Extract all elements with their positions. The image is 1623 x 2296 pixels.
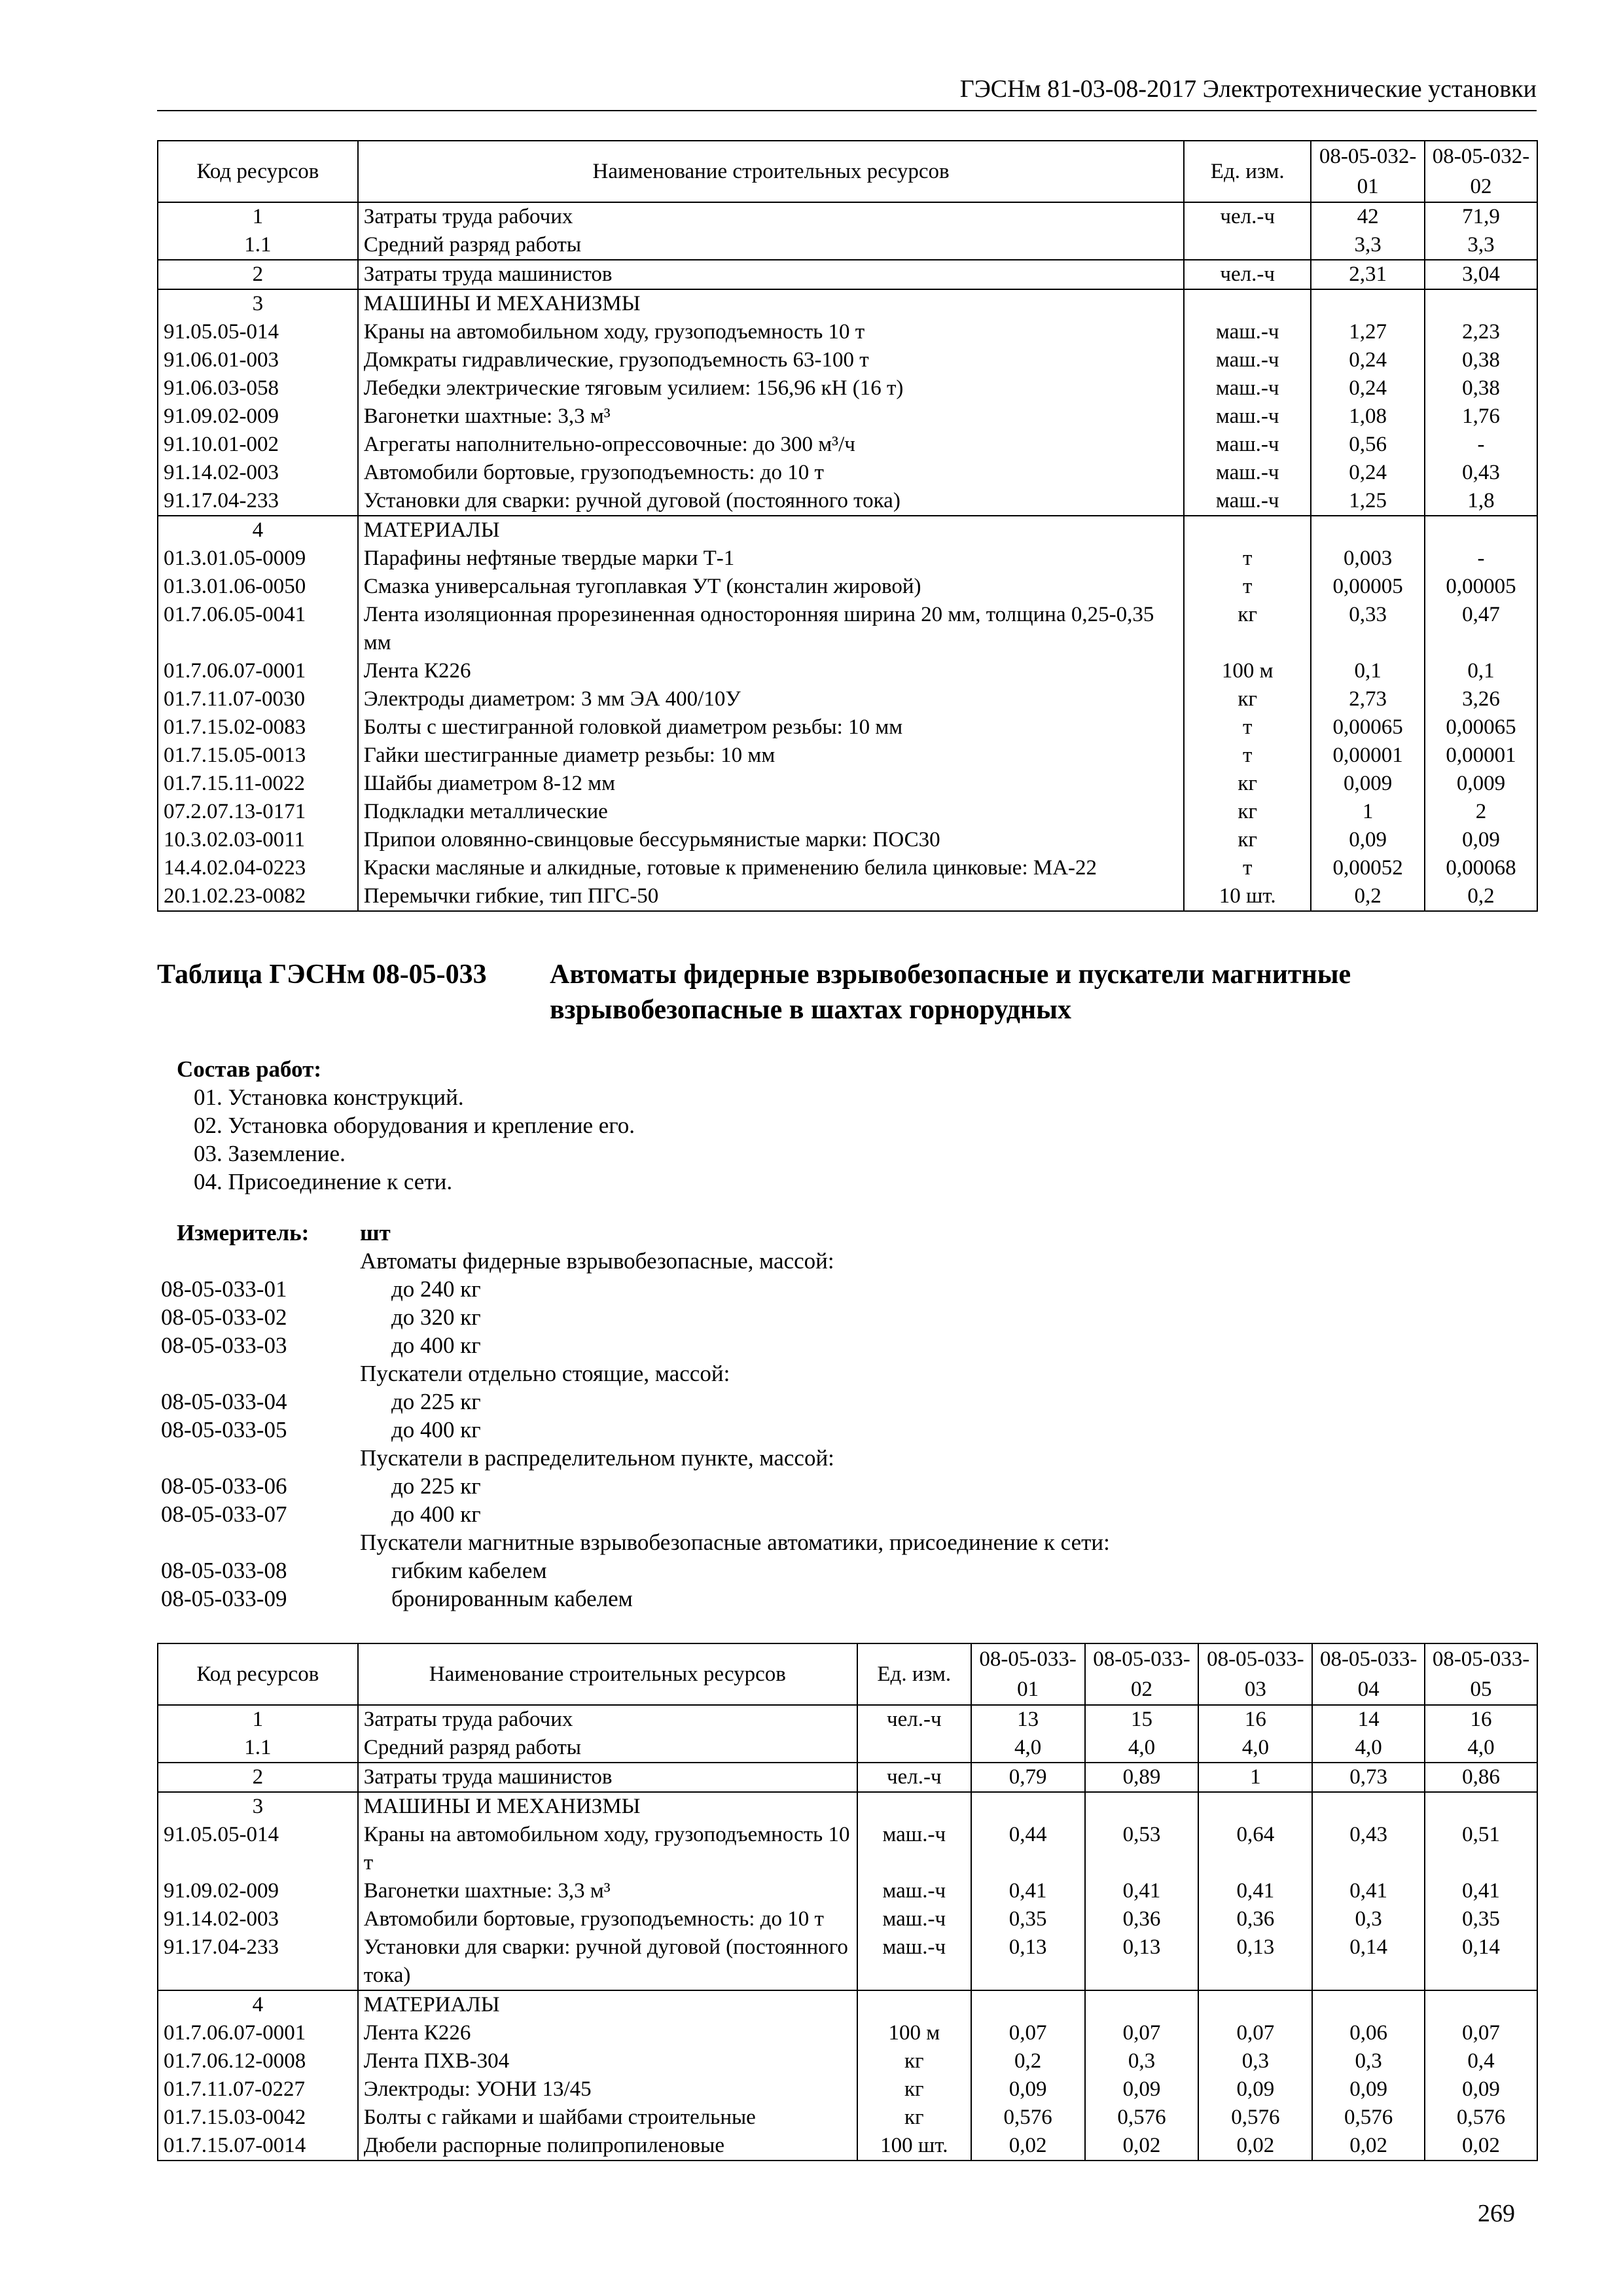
resource-value: 0,576 — [1312, 2104, 1425, 2132]
resource-name: Лента изоляционная прорезиненная односторонняя ширина 20 мм, толщина 0,25-0,35 мм — [358, 601, 1185, 657]
table-row — [158, 289, 1537, 318]
resource-name: Дюбели распорные полипропиленовые — [358, 2132, 857, 2161]
resource-value: 0,24 — [1311, 346, 1425, 374]
resource-value: 0,41 — [1425, 1877, 1537, 1905]
resource-value: 0,43 — [1312, 1821, 1425, 1877]
table-row — [158, 882, 1537, 911]
resource-name: Домкраты гидравлические, грузоподъемность 63-100 т — [358, 346, 1185, 374]
resource-value: 0,07 — [971, 2019, 1085, 2047]
table-header — [158, 141, 1537, 202]
column-header: 08-05-032-01 — [1311, 141, 1425, 202]
resource-name: Установки для сварки: ручной дуговой (постоянного тока) — [358, 487, 1185, 516]
resource-value: 0,003 — [1311, 545, 1425, 573]
table-row — [158, 403, 1537, 431]
resources-table-032 — [157, 140, 1538, 912]
resource-name: Лебедки электрические тяговым усилием: 156,96 кН (16 т) — [358, 374, 1185, 403]
table-row — [158, 202, 1537, 231]
resource-name: Электроды диаметром: 3 мм ЭА 400/10У — [358, 685, 1185, 713]
column-header: Ед. изм. — [1184, 141, 1311, 202]
resource-code: 14.4.02.04-0223 — [158, 854, 358, 882]
resource-name: Автомобили бортовые, грузоподъемность: до 10 т — [358, 1905, 857, 1933]
resource-value: 2,23 — [1425, 318, 1537, 346]
resource-code: 91.14.02-003 — [158, 459, 358, 487]
resource-value: 0,09 — [1311, 826, 1425, 854]
resource-value: 0,41 — [1312, 1877, 1425, 1905]
table-row — [158, 657, 1537, 685]
resource-value: 16 — [1425, 1705, 1537, 1734]
resource-name: Краски масляные и алкидные, готовые к применению белила цинковые: МА-22 — [358, 854, 1185, 882]
table-row — [158, 1877, 1537, 1905]
table-row — [158, 1821, 1537, 1877]
resource-code: 91.10.01-002 — [158, 431, 358, 459]
resource-value: 0,13 — [1085, 1933, 1199, 1990]
column-header: Код ресурсов — [158, 141, 358, 202]
resource-value: - — [1425, 545, 1537, 573]
resource-value: 0,00001 — [1311, 742, 1425, 770]
resources-table-033 — [157, 1643, 1538, 2161]
resource-unit: кг — [1184, 798, 1311, 826]
resource-name: Вагонетки шахтные: 3,3 м³ — [358, 403, 1185, 431]
column-header: Наименование строительных ресурсов — [358, 1643, 857, 1705]
resource-code: 01.7.06.07-0001 — [158, 657, 358, 685]
column-header: Наименование строительных ресурсов — [358, 141, 1185, 202]
resource-value: 13 — [971, 1705, 1085, 1734]
resource-unit: маш.-ч — [1184, 459, 1311, 487]
column-header: 08-05-033-03 — [1198, 1643, 1312, 1705]
resource-unit: маш.-ч — [857, 1905, 971, 1933]
resource-value: 0,09 — [1198, 2075, 1312, 2104]
resource-name: Парафины нефтяные твердые марки Т-1 — [358, 545, 1185, 573]
resource-value: 0,38 — [1425, 374, 1537, 403]
resource-value: 0,47 — [1425, 601, 1537, 657]
resource-name: Перемычки гибкие, тип ПГС-50 — [358, 882, 1185, 911]
resource-name: Электроды: УОНИ 13/45 — [358, 2075, 857, 2104]
resource-value: 0,07 — [1085, 2019, 1199, 2047]
column-header: 08-05-033-01 — [971, 1643, 1085, 1705]
resource-value: 3,3 — [1425, 231, 1537, 260]
resource-value: 0,07 — [1198, 2019, 1312, 2047]
resource-value: 0,3 — [1312, 1905, 1425, 1933]
resource-code: 10.3.02.03-0011 — [158, 826, 358, 854]
resource-unit: т — [1184, 713, 1311, 742]
page-header: ГЭСНм 81-03-08-2017 Электротехнические установки — [157, 71, 1537, 111]
resource-value: 0,02 — [971, 2132, 1085, 2161]
resource-unit: кг — [857, 2075, 971, 2104]
resource-value: 0,3 — [1085, 2047, 1199, 2075]
table-row — [158, 1705, 1537, 1734]
resource-value: 1,8 — [1425, 487, 1537, 516]
resource-value: 0,64 — [1198, 1821, 1312, 1877]
section-heading: МАШИНЫ И МЕХАНИЗМЫ — [358, 289, 1185, 318]
resource-code: 01.7.15.07-0014 — [158, 2132, 358, 2161]
resource-unit: маш.-ч — [1184, 318, 1311, 346]
resource-value: 0,02 — [1312, 2132, 1425, 2161]
resource-value: 1 — [1311, 798, 1425, 826]
resource-value: 0,00052 — [1311, 854, 1425, 882]
resource-value: 0,89 — [1085, 1763, 1199, 1792]
resource-unit: кг — [857, 2104, 971, 2132]
resource-unit: маш.-ч — [1184, 431, 1311, 459]
resource-code: 3 — [158, 1792, 358, 1821]
work-item: 03. Заземление. — [194, 1141, 346, 1166]
section-heading: МАШИНЫ И МЕХАНИЗМЫ — [358, 1792, 857, 1821]
resource-name: Автомобили бортовые, грузоподъемность: до 10 т — [358, 459, 1185, 487]
resource-value: 0,009 — [1311, 770, 1425, 798]
resource-value: 0,02 — [1198, 2132, 1312, 2161]
resource-value: 0,51 — [1425, 1821, 1537, 1877]
resource-value: 0,43 — [1425, 459, 1537, 487]
resource-code: 91.06.01-003 — [158, 346, 358, 374]
resource-value: 0,00065 — [1311, 713, 1425, 742]
resource-value: 0,36 — [1085, 1905, 1199, 1933]
resource-unit: кг — [1184, 601, 1311, 657]
resource-value: 0,24 — [1311, 459, 1425, 487]
resource-unit: чел.-ч — [857, 1763, 971, 1792]
resource-name: Лента К226 — [358, 657, 1185, 685]
resource-value: 0,13 — [971, 1933, 1085, 1990]
table-row — [158, 854, 1537, 882]
resource-unit: маш.-ч — [857, 1877, 971, 1905]
table-row — [158, 2047, 1537, 2075]
resource-value: 0,35 — [971, 1905, 1085, 1933]
table-row — [158, 346, 1537, 374]
resource-name: Смазка универсальная тугоплавкая УТ (консталин жировой) — [358, 573, 1185, 601]
table-row — [158, 713, 1537, 742]
resource-unit: кг — [1184, 685, 1311, 713]
resource-unit: маш.-ч — [1184, 487, 1311, 516]
work-item: 02. Установка оборудования и крепление его. — [194, 1113, 635, 1138]
page-number: 269 — [1478, 2200, 1515, 2227]
resource-value: 0,576 — [1425, 2104, 1537, 2132]
resource-code: 91.05.05-014 — [158, 1821, 358, 1877]
resource-value: 0,00065 — [1425, 713, 1537, 742]
resource-code: 1 — [158, 1705, 358, 1734]
resource-name: Лента К226 — [358, 2019, 857, 2047]
column-header: Код ресурсов — [158, 1643, 358, 1705]
resource-name: Подкладки металлические — [358, 798, 1185, 826]
resource-name: Краны на автомобильном ходу, грузоподъемность 10 т — [358, 318, 1185, 346]
resource-value: 0,2 — [971, 2047, 1085, 2075]
resource-code: 2 — [158, 1763, 358, 1792]
table-row — [158, 685, 1537, 713]
resource-value: 0,09 — [1312, 2075, 1425, 2104]
resource-code: 01.7.06.12-0008 — [158, 2047, 358, 2075]
resource-value: 0,14 — [1425, 1933, 1537, 1990]
work-composition — [177, 1055, 635, 1196]
resource-unit: чел.-ч — [1184, 202, 1311, 231]
resource-value: 3,3 — [1311, 231, 1425, 260]
resource-unit: чел.-ч — [1184, 260, 1311, 289]
work-heading: Состав работ: — [177, 1056, 321, 1082]
resource-value: 16 — [1198, 1705, 1312, 1734]
resource-name: Затраты труда рабочих — [358, 1705, 857, 1734]
resource-name: Затраты труда машинистов — [358, 1763, 857, 1792]
resource-code: 20.1.02.23-0082 — [158, 882, 358, 911]
resource-value: 0,02 — [1425, 2132, 1537, 2161]
resource-name: Вагонетки шахтные: 3,3 м³ — [358, 1877, 857, 1905]
column-header: 08-05-032-02 — [1425, 141, 1537, 202]
table-row — [158, 2019, 1537, 2047]
table-row — [158, 1792, 1537, 1821]
resource-value: 0,41 — [971, 1877, 1085, 1905]
resource-value: 1,08 — [1311, 403, 1425, 431]
resource-name: Установки для сварки: ручной дуговой (постоянного тока) — [358, 1933, 857, 1990]
resource-value: 15 — [1085, 1705, 1199, 1734]
resource-value: 1 — [1198, 1763, 1312, 1792]
resource-value: 0,00005 — [1311, 573, 1425, 601]
resource-unit: 100 шт. — [857, 2132, 971, 2161]
resource-code: 01.3.01.06-0050 — [158, 573, 358, 601]
resource-value: 0,4 — [1425, 2047, 1537, 2075]
resource-value: 0,09 — [1425, 826, 1537, 854]
resource-code: 91.06.03-058 — [158, 374, 358, 403]
resource-value: 0,00068 — [1425, 854, 1537, 882]
table-row — [158, 231, 1537, 260]
resource-value: 0,14 — [1312, 1933, 1425, 1990]
resource-code: 91.09.02-009 — [158, 1877, 358, 1905]
resource-value: 0,1 — [1311, 657, 1425, 685]
resource-value: 4,0 — [1425, 1734, 1537, 1763]
table-row — [158, 2132, 1537, 2161]
table-row — [158, 260, 1537, 289]
resource-value: 0,79 — [971, 1763, 1085, 1792]
resource-value: 0,2 — [1425, 882, 1537, 911]
table-row — [158, 459, 1537, 487]
table-row — [158, 1990, 1537, 2019]
resource-code: 01.7.15.11-0022 — [158, 770, 358, 798]
resource-name: Шайбы диаметром 8-12 мм — [358, 770, 1185, 798]
resource-unit: маш.-ч — [1184, 346, 1311, 374]
table-row — [158, 487, 1537, 516]
resource-value: 3,26 — [1425, 685, 1537, 713]
resource-value: 0,576 — [1198, 2104, 1312, 2132]
table-row — [158, 2075, 1537, 2104]
column-header: 08-05-033-02 — [1085, 1643, 1199, 1705]
resource-unit — [857, 1734, 971, 1763]
resource-unit: т — [1184, 573, 1311, 601]
resource-value: 0,53 — [1085, 1821, 1199, 1877]
resource-unit: 10 шт. — [1184, 882, 1311, 911]
resource-code: 91.05.05-014 — [158, 318, 358, 346]
resource-name: Гайки шестигранные диаметр резьбы: 10 мм — [358, 742, 1185, 770]
resource-code: 1.1 — [158, 1734, 358, 1763]
resource-value: 2 — [1425, 798, 1537, 826]
measure-label: Измеритель: — [177, 1220, 310, 1246]
table-row — [158, 318, 1537, 346]
table-row — [158, 770, 1537, 798]
section-heading: МАТЕРИАЛЫ — [358, 1990, 857, 2019]
resource-code: 01.7.15.03-0042 — [158, 2104, 358, 2132]
resource-value: 4,0 — [1085, 1734, 1199, 1763]
table-row — [158, 798, 1537, 826]
resource-unit: кг — [1184, 770, 1311, 798]
resource-value: 0,86 — [1425, 1763, 1537, 1792]
resource-unit — [1184, 231, 1311, 260]
resource-value: 0,3 — [1198, 2047, 1312, 2075]
resource-code: 01.7.06.07-0001 — [158, 2019, 358, 2047]
resource-value: 14 — [1312, 1705, 1425, 1734]
resource-value: 0,2 — [1311, 882, 1425, 911]
resource-code: 07.2.07.13-0171 — [158, 798, 358, 826]
resource-unit: маш.-ч — [857, 1821, 971, 1877]
table-row — [158, 374, 1537, 403]
resource-value: 0,73 — [1312, 1763, 1425, 1792]
resource-value: 0,00001 — [1425, 742, 1537, 770]
table-row — [158, 1933, 1537, 1990]
resource-code: 01.7.15.02-0083 — [158, 713, 358, 742]
resource-code: 01.7.11.07-0030 — [158, 685, 358, 713]
table-row — [158, 2104, 1537, 2132]
resource-unit: маш.-ч — [1184, 374, 1311, 403]
resource-unit: т — [1184, 545, 1311, 573]
resource-value: 4,0 — [971, 1734, 1085, 1763]
resource-unit: маш.-ч — [857, 1933, 971, 1990]
resource-value: 0,1 — [1425, 657, 1537, 685]
resource-value: 0,41 — [1198, 1877, 1312, 1905]
resource-value: 0,576 — [971, 2104, 1085, 2132]
resource-code: 91.14.02-003 — [158, 1905, 358, 1933]
resource-value: 1,25 — [1311, 487, 1425, 516]
table-row — [158, 1734, 1537, 1763]
resource-value: - — [1425, 431, 1537, 459]
resource-code: 4 — [158, 516, 358, 545]
resource-value: 0,41 — [1085, 1877, 1199, 1905]
resource-unit: кг — [857, 2047, 971, 2075]
resource-unit: маш.-ч — [1184, 403, 1311, 431]
resource-code: 4 — [158, 1990, 358, 2019]
resource-value: 0,13 — [1198, 1933, 1312, 1990]
table-row — [158, 573, 1537, 601]
resource-value: 0,24 — [1311, 374, 1425, 403]
column-header: 08-05-033-05 — [1425, 1643, 1537, 1705]
table-row — [158, 1905, 1537, 1933]
resource-code: 3 — [158, 289, 358, 318]
resource-code: 1 — [158, 202, 358, 231]
resource-unit: кг — [1184, 826, 1311, 854]
resource-value: 0,09 — [1085, 2075, 1199, 2104]
resource-value: 0,35 — [1425, 1905, 1537, 1933]
resource-value: 2,73 — [1311, 685, 1425, 713]
table-header — [158, 1643, 1537, 1705]
work-item: 04. Присоединение к сети. — [194, 1169, 453, 1194]
resource-name: Болты с гайками и шайбами строительные — [358, 2104, 857, 2132]
resource-code: 2 — [158, 260, 358, 289]
resource-code: 01.7.11.07-0227 — [158, 2075, 358, 2104]
table-row — [158, 742, 1537, 770]
table-row — [158, 545, 1537, 573]
resource-name: Краны на автомобильном ходу, грузоподъемность 10 т — [358, 1821, 857, 1877]
resource-name: Средний разряд работы — [358, 231, 1185, 260]
resource-code: 91.17.04-233 — [158, 487, 358, 516]
resource-value: 71,9 — [1425, 202, 1537, 231]
resource-value: 0,07 — [1425, 2019, 1537, 2047]
resource-value: 0,3 — [1312, 2047, 1425, 2075]
resource-code: 1.1 — [158, 231, 358, 260]
resource-code: 91.17.04-233 — [158, 1933, 358, 1990]
work-item: 01. Установка конструкций. — [194, 1085, 464, 1110]
resource-unit: 100 м — [857, 2019, 971, 2047]
resource-unit: т — [1184, 854, 1311, 882]
column-header: 08-05-033-04 — [1312, 1643, 1425, 1705]
table-row — [158, 601, 1537, 657]
table-row — [158, 516, 1537, 545]
measure-unit: шт — [360, 1220, 391, 1246]
resource-value: 4,0 — [1312, 1734, 1425, 1763]
resource-value: 0,56 — [1311, 431, 1425, 459]
resource-name: Затраты труда машинистов — [358, 260, 1185, 289]
resource-value: 0,38 — [1425, 346, 1537, 374]
resource-code: 01.7.15.05-0013 — [158, 742, 358, 770]
resource-code: 01.3.01.05-0009 — [158, 545, 358, 573]
resource-value: 0,06 — [1312, 2019, 1425, 2047]
resource-value: 0,576 — [1085, 2104, 1199, 2132]
table-number: Таблица ГЭСНм 08-05-033 — [157, 960, 487, 990]
resource-name: Болты с шестигранной головкой диаметром резьбы: 10 мм — [358, 713, 1185, 742]
resource-value: 2,31 — [1311, 260, 1425, 289]
resource-value: 1,27 — [1311, 318, 1425, 346]
section-heading: МАТЕРИАЛЫ — [358, 516, 1185, 545]
resource-unit: чел.-ч — [857, 1705, 971, 1734]
table-row — [158, 826, 1537, 854]
resource-value: 0,09 — [1425, 2075, 1537, 2104]
resource-value: 42 — [1311, 202, 1425, 231]
resource-value: 3,04 — [1425, 260, 1537, 289]
table-caption: Автоматы фидерные взрывобезопасные и пускатели магнитные взрывобезопасные в шахтах горнорудных — [550, 960, 1351, 1025]
resource-code: 01.7.06.05-0041 — [158, 601, 358, 657]
resource-name: Припои оловянно-свинцовые бессурьмянистые марки: ПОС30 — [358, 826, 1185, 854]
resource-unit: т — [1184, 742, 1311, 770]
resource-name: Затраты труда рабочих — [358, 202, 1185, 231]
table-row — [158, 1763, 1537, 1792]
resource-value: 0,02 — [1085, 2132, 1199, 2161]
resource-value: 4,0 — [1198, 1734, 1312, 1763]
resource-value: 0,33 — [1311, 601, 1425, 657]
resource-name: Лента ПХВ-304 — [358, 2047, 857, 2075]
resource-value: 0,009 — [1425, 770, 1537, 798]
resource-name: Средний разряд работы — [358, 1734, 857, 1763]
resource-name: Агрегаты наполнительно-опрессовочные: до 300 м³/ч — [358, 431, 1185, 459]
resource-value: 0,09 — [971, 2075, 1085, 2104]
resource-value: 1,76 — [1425, 403, 1537, 431]
resource-code: 91.09.02-009 — [158, 403, 358, 431]
column-header: Ед. изм. — [857, 1643, 971, 1705]
table-row — [158, 431, 1537, 459]
resource-value: 0,00005 — [1425, 573, 1537, 601]
resource-value: 0,44 — [971, 1821, 1085, 1877]
resource-value: 0,36 — [1198, 1905, 1312, 1933]
resource-unit: 100 м — [1184, 657, 1311, 685]
